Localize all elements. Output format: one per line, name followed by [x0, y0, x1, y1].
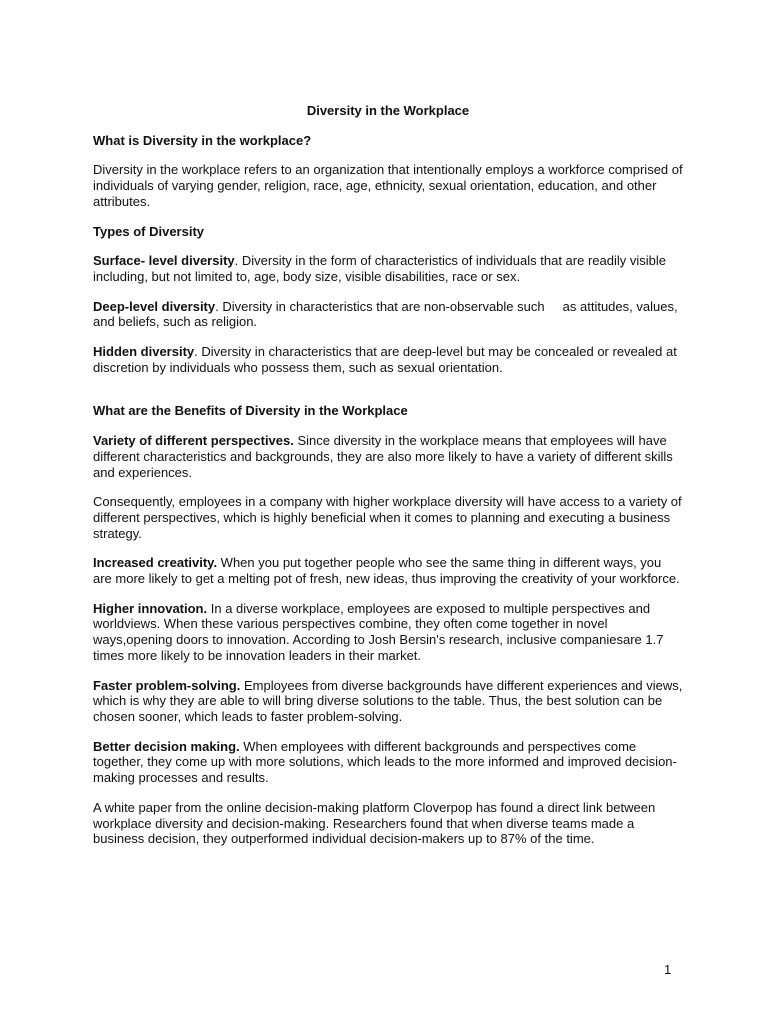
paragraph-problem-solving [93, 678, 683, 725]
text-problem-solving: Employees from diverse backgrounds have different experiences and views, which is why they are able to will bring diverse solutions to the table. Thus, the best solution can be chosen sooner, which leads to faster problem-solving. [93, 677, 683, 724]
paragraph-decision-making [93, 739, 683, 786]
text-innovation: In a diverse workplace, employees are exposed to multiple perspectives and worldviews. When these various perspectives combine, they often come together in novel ways,opening doors to innovation. According to Josh Bersin's research, inclusive companiesare 1.7 times more likely to be innovation leaders in their market. [93, 600, 664, 663]
document-body [93, 103, 683, 861]
paragraph-white-paper: A white paper from the online decision-making platform Cloverpop has found a direct link between workplace diversity and decision-making. Researchers found that when diverse teams made a business decision, they outperformed individual decision-makers up to 87% of the time. [93, 799, 656, 847]
document-title: Diversity in the Workplace [306, 103, 470, 118]
text-surface-level: . Diversity in the form of characteristics of individuals that are readily visible including, but not limited to, age, body size, visible disabilities, race or sex. [93, 253, 666, 284]
term-problem-solving: Faster problem-solving. [93, 677, 241, 693]
heading-what-is-diversity: What is Diversity in the workplace? [93, 132, 312, 148]
text-creativity: When you put together people who see the same thing in different ways, you are more likely to get a melting pot of fresh, new ideas, thus improving the creativity of your workforce. [93, 555, 680, 587]
term-surface-level: Surface- level diversity [93, 253, 235, 269]
term-creativity: Increased creativity. [93, 555, 218, 571]
paragraph-hidden [93, 344, 683, 375]
paragraph-intro: Diversity in the workplace refers to an organization that intentionally employs a workforce comprised of individuals of varying gender, religion, race, age, ethnicity, sexual orientation, education, and other attributes. [93, 162, 683, 209]
heading-benefits: What are the Benefits of Diversity in the Workplace [93, 403, 408, 419]
term-innovation: Higher innovation. [93, 600, 208, 616]
heading-types-of-diversity: Types of Diversity [93, 223, 205, 239]
spacer [93, 389, 683, 403]
term-variety: Variety of different perspectives. [93, 433, 294, 449]
text-variety: Since diversity in the workplace means that employees will have different characteristics and backgrounds, they are also more likely to have a variety of different skills and experiences. [93, 433, 673, 480]
text-decision-making: When employees with different backgrounds and perspectives come together, they come up with more solutions, which leads to the more informed and improved decision-making processes and results. [93, 738, 677, 786]
term-deep-level: Deep-level diversity [93, 298, 216, 314]
page-number: 1 [664, 962, 672, 977]
paragraph-variety [93, 433, 683, 480]
term-decision-making: Better decision making. [93, 738, 240, 754]
paragraph-deep-level [93, 299, 683, 330]
paragraph-surface-level [93, 253, 683, 284]
paragraph-innovation [93, 601, 683, 664]
paragraph-creativity [93, 555, 683, 586]
text-deep-level: . Diversity in characteristics that are non-observable such as attitudes, values, and beliefs, such as religion. [93, 298, 682, 330]
text-hidden: . Diversity in characteristics that are deep-level but may be concealed or revealed at discretion by individuals who possess them, such as sexual orientation. [93, 344, 677, 375]
term-hidden: Hidden diversity [93, 344, 195, 360]
paragraph-consequently: Consequently, employees in a company with higher workplace diversity will have access to a variety of different perspectives, which is highly beneficial when it comes to planning and executing a business strategy. [93, 494, 682, 541]
